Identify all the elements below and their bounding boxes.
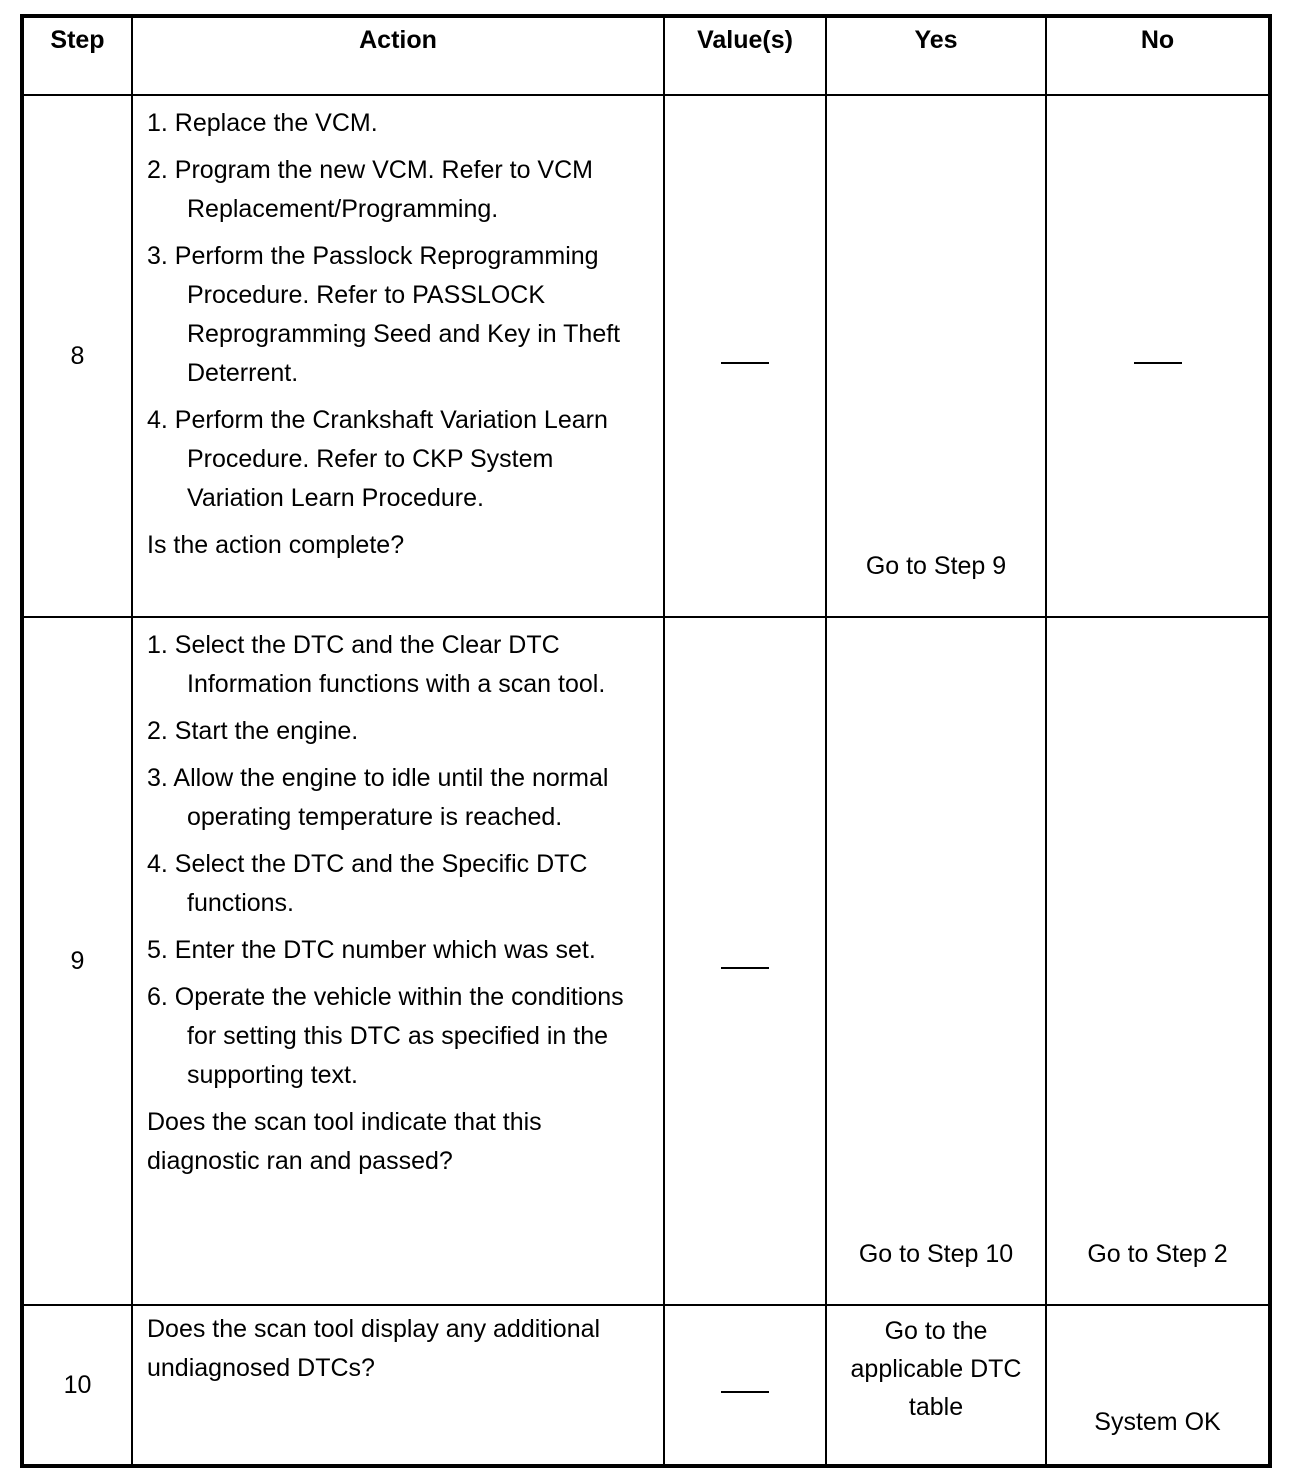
action-item: 2. Program the new VCM. Refer to VCM Replacement/Programming. (147, 156, 593, 223)
table-row-step-9 (22, 617, 1270, 1305)
empty-value-dash (1134, 362, 1182, 364)
empty-value-dash (721, 967, 769, 969)
yes-cell: Go to Step 10 (826, 617, 1046, 1305)
action-item: 5. Enter the DTC number which was set. (147, 936, 596, 964)
header-row (22, 16, 1270, 95)
action-item: 1. Select the DTC and the Clear DTC Information functions with a scan tool. (147, 631, 606, 698)
action-item: 3. Perform the Passlock Reprogramming Procedure. Refer to PASSLOCK Reprogramming Seed and Key in Theft Deterrent. (147, 242, 621, 387)
empty-value-dash (721, 362, 769, 364)
header-action: Action (132, 16, 664, 95)
no-cell (1046, 95, 1270, 617)
value-cell (664, 95, 826, 617)
value-cell (664, 1305, 826, 1466)
empty-value-dash (721, 1391, 769, 1393)
step-number: 8 (22, 95, 132, 617)
action-item: 6. Operate the vehicle within the conditions for setting this DTC as specified in the supporting text. (147, 983, 624, 1089)
action-cell (132, 95, 664, 617)
table-row-step-10 (22, 1305, 1270, 1466)
table-row-step-8 (22, 95, 1270, 617)
diagnostic-page (20, 14, 1268, 1468)
no-cell: System OK (1046, 1305, 1270, 1466)
action-item: 3. Allow the engine to idle until the normal operating temperature is reached. (147, 764, 609, 831)
action-item: 1. Replace the VCM. (147, 109, 378, 137)
action-question: Is the action complete? (147, 531, 405, 559)
header-step: Step (22, 16, 132, 95)
diagnostic-table (20, 14, 1272, 1468)
action-question: Does the scan tool display any additional undiagnosed DTCs? (147, 1315, 601, 1382)
action-cell (132, 617, 664, 1305)
header-values: Value(s) (664, 16, 826, 95)
no-cell: Go to Step 2 (1046, 617, 1270, 1305)
action-question: Does the scan tool indicate that this diagnostic ran and passed? (147, 1108, 542, 1175)
yes-cell: Go to Step 9 (826, 95, 1046, 617)
action-item: 4. Select the DTC and the Specific DTC functions. (147, 850, 588, 917)
header-no: No (1046, 16, 1270, 95)
value-cell (664, 617, 826, 1305)
step-number: 10 (22, 1305, 132, 1466)
action-item: 2. Start the engine. (147, 717, 359, 745)
step-number: 9 (22, 617, 132, 1305)
action-item: 4. Perform the Crankshaft Variation Learn Procedure. Refer to CKP System Variation Learn Procedure. (147, 406, 608, 512)
yes-cell: Go to the applicable DTC table (826, 1305, 1046, 1466)
header-yes: Yes (826, 16, 1046, 95)
action-cell (132, 1305, 664, 1466)
